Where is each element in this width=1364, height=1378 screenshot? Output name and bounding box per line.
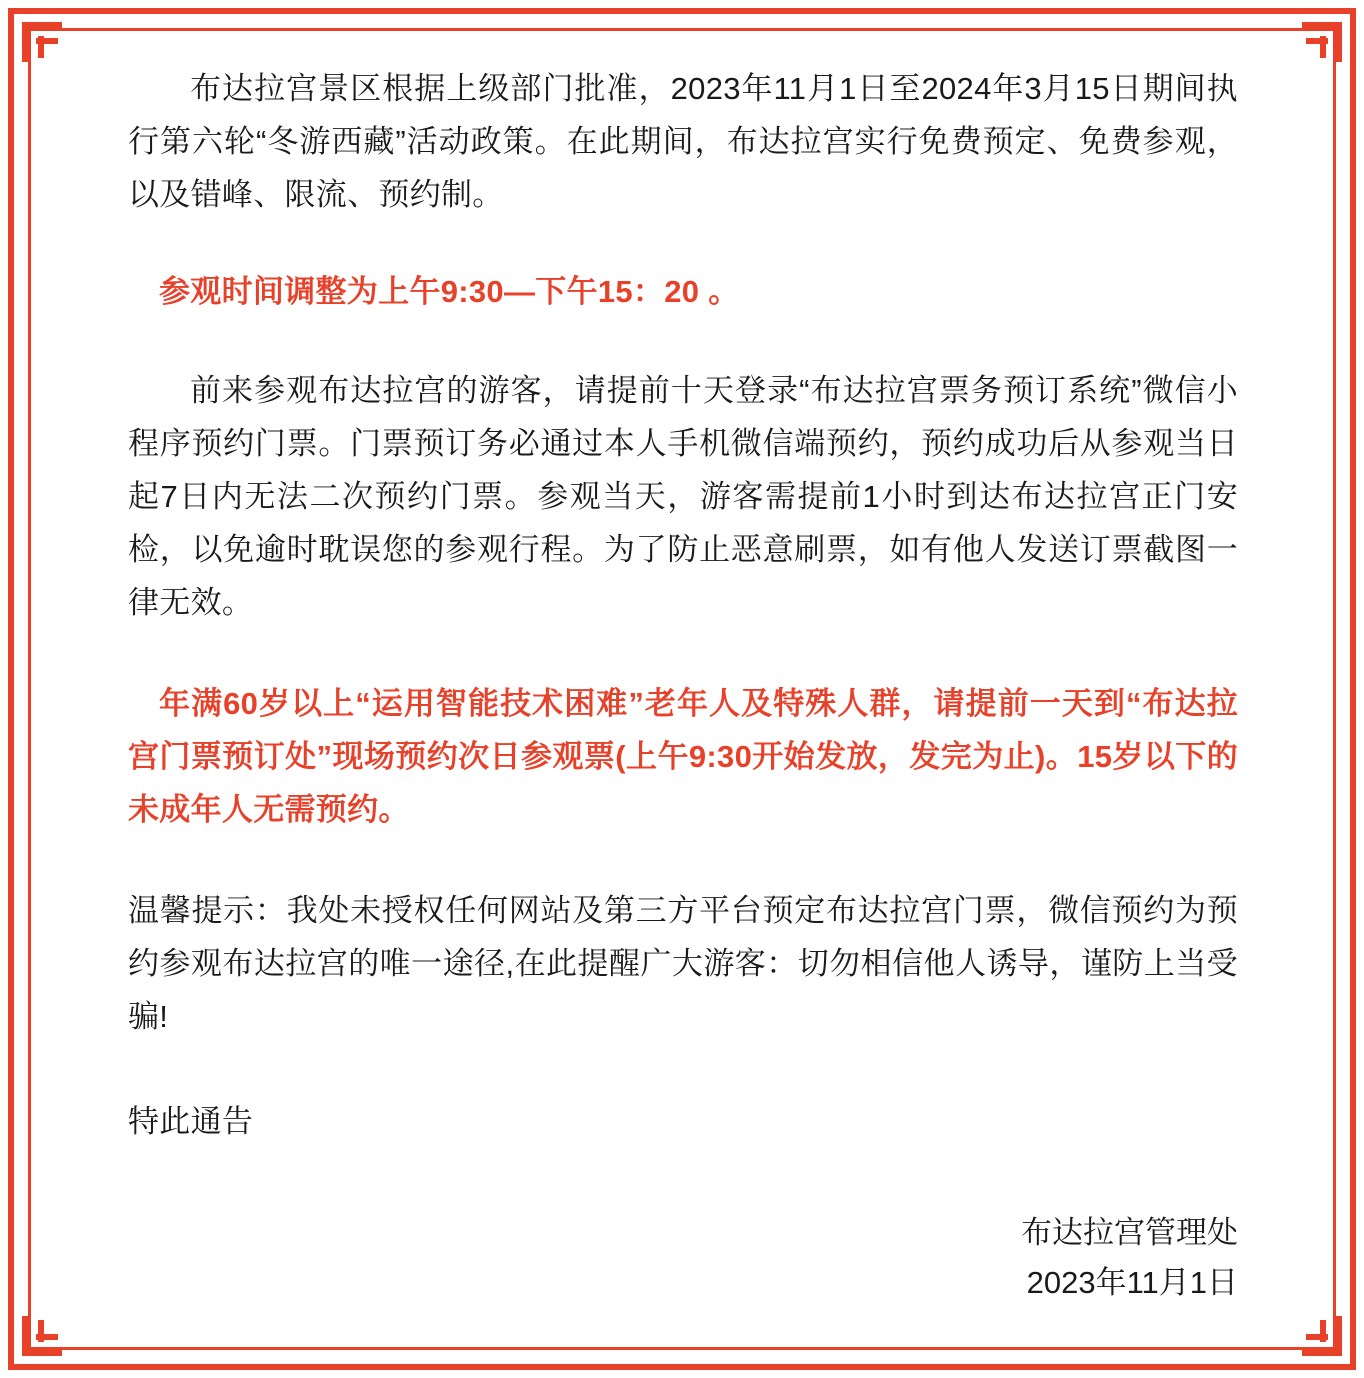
signature-date: 2023年11月1日 xyxy=(1026,1265,1238,1300)
notice-highlight-seniors: 年满60岁以上“运用智能技术困难”老年人及特殊人群，请提前一天到“布达拉宫门票预订处”现场预约次日参观票(上午9:30开始发放，发完为止)。15岁以下的未成年人无需预约。 xyxy=(128,686,1238,827)
notice-content xyxy=(128,62,1238,1312)
notice-highlight-visiting-hours: 参观时间调整为上午9:30—下午15：20 。 xyxy=(159,274,740,309)
corner-ornament-top-right-icon xyxy=(1284,22,1342,80)
corner-ornament-top-left-icon xyxy=(22,22,80,80)
corner-ornament-bottom-right-icon xyxy=(1284,1298,1342,1356)
notice-signature xyxy=(128,1208,1238,1308)
notice-paragraph-booking: 前来参观布达拉宫的游客，请提前十天登录“布达拉宫票务预订系统”微信小程序预约门票。门票预订务必通过本人手机微信端预约，预约成功后从参观当日起7日内无法二次预约门票。参观当天，游客需提前1小时到达布达拉宫正门安检，以免逾时耽误您的参观行程。为了防止恶意刷票，如有他人发送订票截图一律无效。 xyxy=(128,373,1238,620)
signature-organization: 布达拉宫管理处 xyxy=(1021,1215,1238,1250)
notice-closing-line: 特此通告 xyxy=(128,1104,254,1139)
corner-ornament-bottom-left-icon xyxy=(22,1298,80,1356)
notice-paragraph-warm-tip: 温馨提示：我处未授权任何网站及第三方平台预定布达拉宫门票，微信预约为预约参观布达拉宫的唯一途径,在此提醒广大游客：切勿相信他人诱导，谨防上当受骗! xyxy=(128,893,1238,1034)
notice-paragraph-policy: 布达拉宫景区根据上级部门批准，2023年11月1日至2024年3月15日期间执行第六轮“冬游西藏”活动政策。在此期间，布达拉宫实行免费预定、免费参观，以及错峰、限流、预约制。 xyxy=(128,71,1238,212)
